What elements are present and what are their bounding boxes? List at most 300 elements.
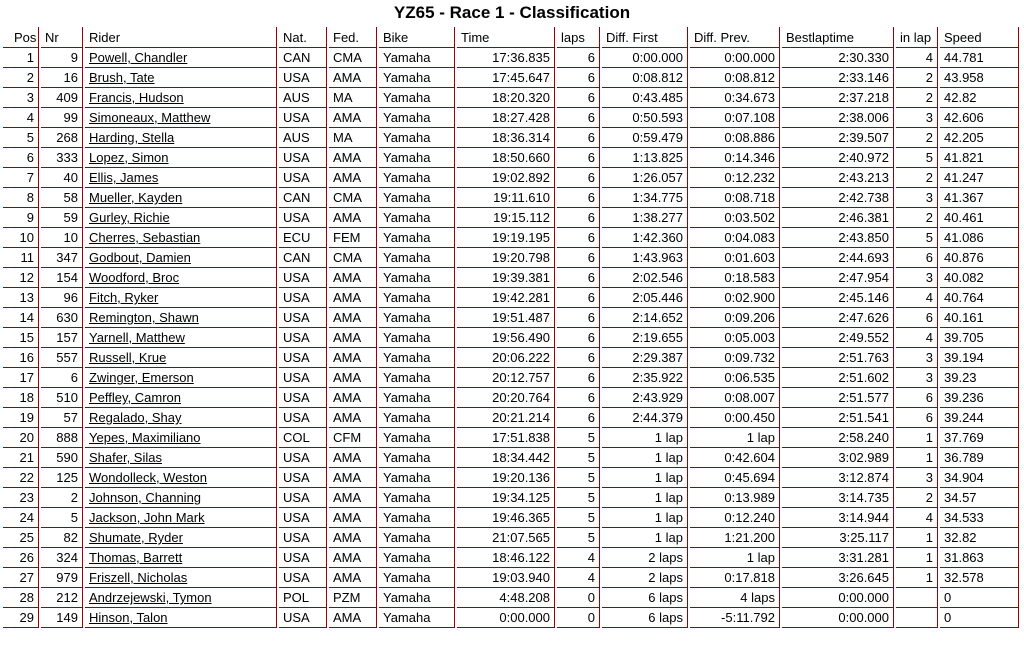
cell-diff_prev: 0:05.003 (690, 327, 780, 347)
cell-diff_first: 2:43.929 (602, 387, 688, 407)
cell-diff_first: 0:50.593 (602, 107, 688, 127)
cell-bike: Yamaha (379, 187, 455, 207)
cell-fed: AMA (329, 547, 377, 567)
cell-pos: 17 (3, 367, 39, 387)
cell-diff_first: 2:14.652 (602, 307, 688, 327)
cell-nat: USA (279, 607, 327, 628)
cell-fed: MA (329, 127, 377, 147)
rider-link[interactable]: Shafer, Silas (89, 450, 162, 465)
cell-bike: Yamaha (379, 327, 455, 347)
rider-link[interactable]: Friszell, Nicholas (89, 570, 188, 585)
cell-bestlaptime: 2:37.218 (782, 87, 894, 107)
cell-laps: 6 (557, 347, 600, 367)
cell-diff_first: 2:19.655 (602, 327, 688, 347)
cell-bike: Yamaha (379, 247, 455, 267)
rider-link[interactable]: Harding, Stella (89, 130, 175, 145)
header-row (3, 27, 1019, 47)
cell-nr: 58 (41, 187, 83, 207)
cell-in_lap: 3 (896, 467, 938, 487)
cell-speed: 42.205 (940, 127, 1019, 147)
cell-nat: USA (279, 267, 327, 287)
cell-speed: 41.821 (940, 147, 1019, 167)
cell-pos: 21 (3, 447, 39, 467)
cell-nr: 268 (41, 127, 83, 147)
cell-pos: 25 (3, 527, 39, 547)
cell-laps: 6 (557, 407, 600, 427)
rider-link[interactable]: Jackson, John Mark (89, 510, 205, 525)
column-header-rider: Rider (85, 27, 277, 47)
cell-bike: Yamaha (379, 567, 455, 587)
cell-speed: 36.789 (940, 447, 1019, 467)
cell-bestlaptime: 2:42.738 (782, 187, 894, 207)
column-header-time: Time (457, 27, 555, 47)
table-row (3, 67, 1019, 87)
rider-link[interactable]: Regalado, Shay (89, 410, 182, 425)
cell-diff_prev: 0:06.535 (690, 367, 780, 387)
cell-pos: 3 (3, 87, 39, 107)
cell-fed: CFM (329, 427, 377, 447)
cell-laps: 4 (557, 547, 600, 567)
cell-speed: 32.578 (940, 567, 1019, 587)
cell-bestlaptime: 2:40.972 (782, 147, 894, 167)
cell-rider (85, 87, 277, 107)
cell-pos: 24 (3, 507, 39, 527)
rider-link[interactable]: Cherres, Sebastian (89, 230, 201, 245)
cell-pos: 18 (3, 387, 39, 407)
rider-link[interactable]: Yarnell, Matthew (89, 330, 185, 345)
cell-in_lap: 5 (896, 227, 938, 247)
cell-rider (85, 547, 277, 567)
cell-diff_first: 0:43.485 (602, 87, 688, 107)
cell-rider (85, 287, 277, 307)
table-row (3, 467, 1019, 487)
cell-bike: Yamaha (379, 407, 455, 427)
cell-fed: PZM (329, 587, 377, 607)
cell-pos: 12 (3, 267, 39, 287)
cell-in_lap: 2 (896, 127, 938, 147)
cell-fed: AMA (329, 207, 377, 227)
cell-bike: Yamaha (379, 87, 455, 107)
cell-pos: 9 (3, 207, 39, 227)
cell-fed: AMA (329, 267, 377, 287)
cell-rider (85, 447, 277, 467)
cell-laps: 0 (557, 587, 600, 607)
cell-bike: Yamaha (379, 547, 455, 567)
cell-speed: 32.82 (940, 527, 1019, 547)
cell-nr: 40 (41, 167, 83, 187)
rider-link[interactable]: Shumate, Ryder (89, 530, 183, 545)
cell-nr: 99 (41, 107, 83, 127)
cell-diff_prev: 1 lap (690, 427, 780, 447)
rider-link[interactable]: Brush, Tate (89, 70, 155, 85)
rider-link[interactable]: Mueller, Kayden (89, 190, 183, 205)
rider-link[interactable]: Woodford, Broc (89, 270, 180, 285)
cell-in_lap: 1 (896, 527, 938, 547)
cell-time: 0:00.000 (457, 607, 555, 628)
cell-diff_prev: -5:11.792 (690, 607, 780, 628)
cell-bestlaptime: 3:14.944 (782, 507, 894, 527)
cell-rider (85, 67, 277, 87)
cell-time: 19:11.610 (457, 187, 555, 207)
cell-pos: 27 (3, 567, 39, 587)
table-row (3, 267, 1019, 287)
rider-link[interactable]: Simoneaux, Matthew (89, 110, 211, 125)
cell-speed: 39.244 (940, 407, 1019, 427)
cell-in_lap (896, 607, 938, 628)
cell-nr: 557 (41, 347, 83, 367)
cell-nat: USA (279, 327, 327, 347)
cell-nat: USA (279, 307, 327, 327)
cell-pos: 7 (3, 167, 39, 187)
cell-speed: 42.82 (940, 87, 1019, 107)
cell-pos: 14 (3, 307, 39, 327)
cell-nat: ECU (279, 227, 327, 247)
cell-nr: 96 (41, 287, 83, 307)
cell-bike: Yamaha (379, 527, 455, 547)
cell-speed: 39.705 (940, 327, 1019, 347)
cell-nat: COL (279, 427, 327, 447)
cell-diff_prev: 0:08.886 (690, 127, 780, 147)
cell-nat: USA (279, 287, 327, 307)
cell-fed: AMA (329, 67, 377, 87)
cell-rider (85, 367, 277, 387)
cell-bestlaptime: 2:46.381 (782, 207, 894, 227)
cell-bike: Yamaha (379, 207, 455, 227)
cell-bestlaptime: 2:33.146 (782, 67, 894, 87)
cell-speed: 40.876 (940, 247, 1019, 267)
table-row (3, 107, 1019, 127)
cell-diff_prev: 0:03.502 (690, 207, 780, 227)
cell-bike: Yamaha (379, 267, 455, 287)
column-header-speed: Speed (940, 27, 1019, 47)
cell-diff_prev: 0:42.604 (690, 447, 780, 467)
cell-pos: 2 (3, 67, 39, 87)
cell-diff_prev: 0:01.603 (690, 247, 780, 267)
cell-diff_first: 2:05.446 (602, 287, 688, 307)
cell-in_lap: 6 (896, 387, 938, 407)
cell-pos: 1 (3, 47, 39, 67)
cell-time: 19:20.136 (457, 467, 555, 487)
cell-nat: USA (279, 467, 327, 487)
rider-link[interactable]: Fitch, Ryker (89, 290, 159, 305)
cell-bestlaptime: 2:39.507 (782, 127, 894, 147)
cell-bestlaptime: 2:38.006 (782, 107, 894, 127)
cell-nr: 324 (41, 547, 83, 567)
cell-bike: Yamaha (379, 167, 455, 187)
rider-link[interactable]: Andrzejewski, Tymon (89, 590, 212, 605)
cell-time: 17:36.835 (457, 47, 555, 67)
table-row (3, 207, 1019, 227)
cell-rider (85, 107, 277, 127)
cell-bestlaptime: 2:44.693 (782, 247, 894, 267)
cell-laps: 6 (557, 227, 600, 247)
cell-fed: AMA (329, 567, 377, 587)
cell-diff_prev: 0:07.108 (690, 107, 780, 127)
rider-link[interactable]: Russell, Krue (89, 350, 167, 365)
cell-bike: Yamaha (379, 387, 455, 407)
cell-time: 20:12.757 (457, 367, 555, 387)
cell-nr: 16 (41, 67, 83, 87)
table-row (3, 247, 1019, 267)
cell-time: 18:46.122 (457, 547, 555, 567)
cell-speed: 39.194 (940, 347, 1019, 367)
cell-diff_first: 2:29.387 (602, 347, 688, 367)
cell-pos: 26 (3, 547, 39, 567)
cell-laps: 6 (557, 67, 600, 87)
rider-link[interactable]: Peffley, Camron (89, 390, 182, 405)
cell-nr: 149 (41, 607, 83, 628)
cell-speed: 34.57 (940, 487, 1019, 507)
cell-pos: 10 (3, 227, 39, 247)
rider-link[interactable]: Francis, Hudson (89, 90, 184, 105)
cell-rider (85, 227, 277, 247)
cell-speed: 43.958 (940, 67, 1019, 87)
cell-speed: 31.863 (940, 547, 1019, 567)
cell-laps: 5 (557, 447, 600, 467)
rider-link[interactable]: Johnson, Channing (89, 490, 202, 505)
cell-in_lap: 6 (896, 247, 938, 267)
cell-fed: AMA (329, 407, 377, 427)
table-row (3, 567, 1019, 587)
table-row (3, 187, 1019, 207)
cell-nr: 157 (41, 327, 83, 347)
cell-laps: 5 (557, 467, 600, 487)
table-row (3, 447, 1019, 467)
cell-laps: 6 (557, 167, 600, 187)
cell-time: 20:21.214 (457, 407, 555, 427)
cell-diff_prev: 0:18.583 (690, 267, 780, 287)
cell-bestlaptime: 3:02.989 (782, 447, 894, 467)
cell-in_lap: 3 (896, 367, 938, 387)
cell-time: 19:46.365 (457, 507, 555, 527)
cell-diff_prev: 4 laps (690, 587, 780, 607)
cell-bestlaptime: 2:51.541 (782, 407, 894, 427)
cell-speed: 34.904 (940, 467, 1019, 487)
cell-diff_prev: 0:08.718 (690, 187, 780, 207)
cell-diff_first: 0:59.479 (602, 127, 688, 147)
column-header-nr: Nr (41, 27, 83, 47)
cell-rider (85, 127, 277, 147)
cell-time: 20:06.222 (457, 347, 555, 367)
cell-pos: 6 (3, 147, 39, 167)
column-header-bestlaptime: Bestlaptime (782, 27, 894, 47)
cell-pos: 23 (3, 487, 39, 507)
cell-time: 19:02.892 (457, 167, 555, 187)
cell-diff_prev: 0:12.240 (690, 507, 780, 527)
cell-bike: Yamaha (379, 287, 455, 307)
cell-in_lap: 1 (896, 447, 938, 467)
cell-bestlaptime: 2:47.626 (782, 307, 894, 327)
cell-in_lap: 1 (896, 567, 938, 587)
rider-link[interactable]: Remington, Shawn (89, 310, 199, 325)
cell-rider (85, 247, 277, 267)
cell-fed: AMA (329, 447, 377, 467)
cell-speed: 40.161 (940, 307, 1019, 327)
cell-fed: CMA (329, 247, 377, 267)
cell-nr: 409 (41, 87, 83, 107)
cell-bike: Yamaha (379, 467, 455, 487)
cell-laps: 5 (557, 527, 600, 547)
cell-bestlaptime: 2:47.954 (782, 267, 894, 287)
cell-nr: 10 (41, 227, 83, 247)
rider-link[interactable]: Hinson, Talon (89, 610, 168, 625)
cell-fed: AMA (329, 487, 377, 507)
cell-bike: Yamaha (379, 67, 455, 87)
cell-fed: CMA (329, 187, 377, 207)
cell-laps: 5 (557, 427, 600, 447)
cell-in_lap: 4 (896, 287, 938, 307)
column-header-bike: Bike (379, 27, 455, 47)
cell-laps: 6 (557, 87, 600, 107)
cell-nat: USA (279, 547, 327, 567)
cell-pos: 8 (3, 187, 39, 207)
cell-nr: 212 (41, 587, 83, 607)
rider-link[interactable]: Ellis, James (89, 170, 159, 185)
cell-laps: 6 (557, 247, 600, 267)
cell-rider (85, 567, 277, 587)
table-row (3, 367, 1019, 387)
cell-diff_first: 1 lap (602, 447, 688, 467)
cell-speed: 41.247 (940, 167, 1019, 187)
cell-diff_first: 1:26.057 (602, 167, 688, 187)
cell-fed: MA (329, 87, 377, 107)
cell-nr: 6 (41, 367, 83, 387)
rider-link[interactable]: Thomas, Barrett (89, 550, 183, 565)
cell-rider (85, 507, 277, 527)
cell-laps: 6 (557, 267, 600, 287)
cell-time: 17:51.838 (457, 427, 555, 447)
cell-fed: AMA (329, 467, 377, 487)
cell-bike: Yamaha (379, 47, 455, 67)
table-row (3, 287, 1019, 307)
cell-laps: 6 (557, 107, 600, 127)
cell-diff_first: 1 lap (602, 527, 688, 547)
cell-rider (85, 307, 277, 327)
cell-fed: AMA (329, 287, 377, 307)
cell-rider (85, 167, 277, 187)
cell-time: 4:48.208 (457, 587, 555, 607)
cell-pos: 13 (3, 287, 39, 307)
cell-diff_first: 1:42.360 (602, 227, 688, 247)
cell-laps: 5 (557, 487, 600, 507)
column-header-diff_prev: Diff. Prev. (690, 27, 780, 47)
cell-pos: 22 (3, 467, 39, 487)
cell-rider (85, 387, 277, 407)
cell-diff_first: 2:35.922 (602, 367, 688, 387)
table-row (3, 407, 1019, 427)
cell-diff_first: 1:34.775 (602, 187, 688, 207)
cell-speed: 41.086 (940, 227, 1019, 247)
cell-pos: 28 (3, 587, 39, 607)
cell-bestlaptime: 2:45.146 (782, 287, 894, 307)
cell-fed: AMA (329, 507, 377, 527)
cell-in_lap: 2 (896, 87, 938, 107)
cell-speed: 42.606 (940, 107, 1019, 127)
cell-fed: AMA (329, 167, 377, 187)
cell-in_lap (896, 587, 938, 607)
cell-laps: 6 (557, 307, 600, 327)
column-header-laps: laps (557, 27, 600, 47)
table-row (3, 347, 1019, 367)
rider-link[interactable]: Gurley, Richie (89, 210, 170, 225)
cell-diff_prev: 0:08.812 (690, 67, 780, 87)
rider-link[interactable]: Yepes, Maximiliano (89, 430, 201, 445)
cell-bike: Yamaha (379, 307, 455, 327)
cell-rider (85, 347, 277, 367)
column-header-fed: Fed. (329, 27, 377, 47)
cell-nat: USA (279, 447, 327, 467)
cell-speed: 41.367 (940, 187, 1019, 207)
cell-time: 18:36.314 (457, 127, 555, 147)
cell-bike: Yamaha (379, 227, 455, 247)
rider-link[interactable]: Wondolleck, Weston (89, 470, 208, 485)
cell-time: 18:20.320 (457, 87, 555, 107)
cell-speed: 34.533 (940, 507, 1019, 527)
cell-rider (85, 327, 277, 347)
rider-link[interactable]: Godbout, Damien (89, 250, 191, 265)
cell-speed: 0 (940, 587, 1019, 607)
cell-nat: USA (279, 487, 327, 507)
cell-in_lap: 3 (896, 187, 938, 207)
cell-nat: USA (279, 527, 327, 547)
cell-laps: 6 (557, 367, 600, 387)
cell-bestlaptime: 0:00.000 (782, 607, 894, 628)
rider-link[interactable]: Lopez, Simon (89, 150, 169, 165)
cell-time: 18:34.442 (457, 447, 555, 467)
cell-nat: USA (279, 207, 327, 227)
cell-rider (85, 487, 277, 507)
cell-nat: USA (279, 367, 327, 387)
cell-time: 19:15.112 (457, 207, 555, 227)
cell-bestlaptime: 3:14.735 (782, 487, 894, 507)
cell-in_lap: 3 (896, 347, 938, 367)
cell-nat: USA (279, 67, 327, 87)
cell-diff_first: 1:38.277 (602, 207, 688, 227)
column-header-pos: Pos (3, 27, 39, 47)
rider-link[interactable]: Powell, Chandler (89, 50, 188, 65)
cell-nr: 333 (41, 147, 83, 167)
cell-in_lap: 2 (896, 67, 938, 87)
table-row (3, 87, 1019, 107)
cell-in_lap: 5 (896, 147, 938, 167)
cell-time: 18:50.660 (457, 147, 555, 167)
table-row (3, 487, 1019, 507)
cell-pos: 20 (3, 427, 39, 447)
cell-nr: 9 (41, 47, 83, 67)
cell-laps: 6 (557, 127, 600, 147)
table-row (3, 607, 1019, 628)
rider-link[interactable]: Zwinger, Emerson (89, 370, 194, 385)
cell-rider (85, 427, 277, 447)
cell-in_lap: 2 (896, 207, 938, 227)
table-row (3, 507, 1019, 527)
cell-nr: 2 (41, 487, 83, 507)
cell-nat: USA (279, 347, 327, 367)
page-title: YZ65 - Race 1 - Classification (393, 3, 631, 22)
cell-nr: 888 (41, 427, 83, 447)
cell-rider (85, 267, 277, 287)
cell-diff_first: 2:44.379 (602, 407, 688, 427)
table-row (3, 147, 1019, 167)
cell-in_lap: 2 (896, 487, 938, 507)
cell-laps: 6 (557, 47, 600, 67)
cell-time: 19:42.281 (457, 287, 555, 307)
cell-bike: Yamaha (379, 507, 455, 527)
cell-fed: AMA (329, 307, 377, 327)
cell-bestlaptime: 3:12.874 (782, 467, 894, 487)
cell-diff_prev: 0:04.083 (690, 227, 780, 247)
cell-rider (85, 527, 277, 547)
